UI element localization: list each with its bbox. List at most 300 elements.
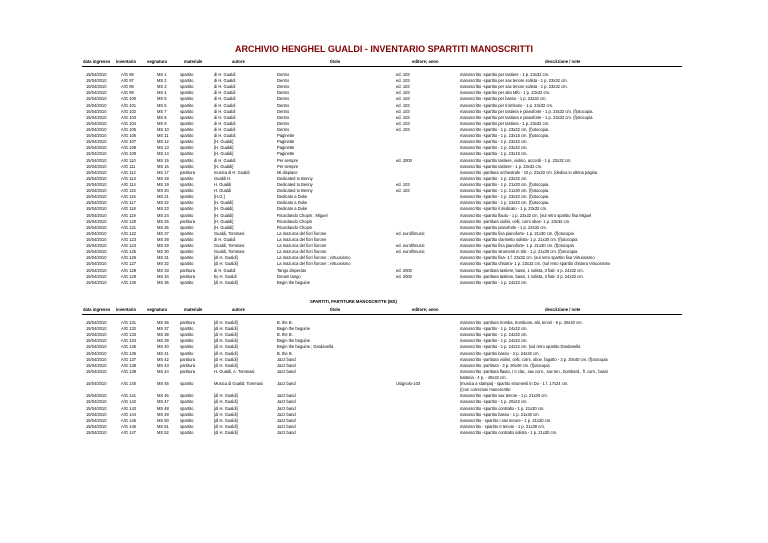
cell-editore: ed. eurofilmusic [396, 249, 425, 255]
cell-materiale: spartito [180, 78, 194, 84]
cell-materiale: spartito [180, 344, 194, 350]
cell-autore: Gualdi, Tommasi [214, 243, 245, 249]
cell-descrizione: manoscritto -spartito - 1 p. 24x32 cm. [460, 338, 528, 344]
cell-descrizione: manoscritto -spartito - 1 p. 23x32 cm. [460, 145, 528, 151]
cell-descrizione: manoscritto -spartito basso - 1 p. 21x30 cm. [460, 411, 540, 417]
header-inventario-2: inventario [116, 307, 137, 312]
cell-segnatura: MS 3 [157, 84, 167, 90]
cell-descrizione: manoscritto -spartito fisa- 1 f. 23x32 cm. (sul retro spartito fisa Virtuosismo [460, 255, 595, 261]
cell-data-ingresso: 15/04/2010 [86, 200, 107, 206]
cell-editore: ed. 103 [396, 114, 410, 120]
cell-inventario: A/G 146 [121, 423, 137, 429]
cell-inventario: A/G 135 [121, 344, 137, 350]
cell-materiale: spartito [180, 393, 194, 399]
cell-segnatura: MS 37 [157, 326, 169, 332]
cell-titolo: La mazurca del fiori fiorone ; virtuosismo [277, 261, 351, 267]
cell-data-ingresso: 15/04/2010 [86, 429, 107, 435]
cell-materiale: partitura [180, 169, 196, 175]
cell-segnatura: MS 49 [157, 411, 169, 417]
header-row-1 [0, 58, 768, 66]
cell-data-ingresso: 15/04/2010 [86, 326, 107, 332]
cell-data-ingresso: 15/04/2010 [86, 368, 107, 374]
cell-descrizione: manoscritto -spartito per tastiere - 1 p. 23x32 cm. [460, 72, 550, 77]
cell-inventario: A/G 139 [121, 368, 137, 374]
cell-inventario: A/G 127 [121, 261, 137, 267]
cell-inventario: A/G 119 [121, 212, 136, 218]
cell-segnatura: MS 48 [157, 405, 169, 411]
cell-data-ingresso: 15/04/2010 [86, 249, 107, 255]
cell-segnatura: MS 44 [157, 368, 169, 374]
cell-inventario: A/G 102 [121, 108, 137, 114]
cell-materiale: spartito [180, 429, 194, 435]
cell-descrizione: manoscritto -spartito contralto - 1 p. 21x30 cm. [460, 405, 545, 411]
cell-titolo: Begin the beguine [277, 279, 311, 285]
cell-materiale: spartito [180, 423, 194, 429]
cell-data-ingresso: 15/04/2010 [86, 356, 107, 362]
cell-descrizione: manoscritto -partitura tromba, trombone, alti, tenori - 5 p. 30x40 cm. [460, 320, 583, 325]
cell-inventario: A/G 145 [121, 417, 137, 423]
cell-titolo: Begin the beguine [277, 338, 311, 344]
cell-inventario: A/G 120 [121, 218, 137, 224]
cell-titolo: B. the B. [277, 320, 293, 325]
cell-inventario: A/G 113 [121, 175, 136, 181]
cell-materiale: spartito [180, 120, 194, 126]
cell-autore: [H. Gualdi] [214, 206, 234, 212]
cell-segnatura: MS 29 [157, 243, 169, 249]
cell-descrizione: batteria - 4 p. - 40x32 cm. [460, 374, 507, 380]
cell-descrizione: manoscritto -spartito contralto solista - 1 p. 21x30 cm. [460, 429, 558, 435]
cell-autore: [di H. Gualdi] [214, 261, 238, 267]
cell-editore: ed. 103 [396, 72, 410, 77]
cell-materiale: spartito [180, 96, 194, 102]
cell-materiale: spartito [180, 350, 194, 356]
cell-autore: [di H. Gualdi] [214, 350, 238, 356]
cell-inventario: A/G 118 [121, 206, 136, 212]
cell-titolo: B. the B. [277, 350, 293, 356]
cell-autore: [di H. Gualdi] [214, 362, 238, 368]
cell-segnatura: MS 28 [157, 236, 169, 242]
cell-titolo: Tango disperato [277, 267, 307, 273]
cell-titolo: Jazz band [277, 356, 296, 362]
cell-titolo: Dedicated to Benny [277, 188, 313, 194]
cell-autore: di H. Gualdi [214, 78, 236, 84]
cell-titolo: Jazz band [277, 423, 296, 429]
cell-data-ingresso: 15/04/2010 [86, 273, 107, 279]
cell-data-ingresso: 15/04/2010 [86, 206, 107, 212]
cell-descrizione: manoscritto -spartito - 1 p. 21x30 cm. (f)otocopia. [460, 181, 550, 187]
cell-editore: Usignolo-103 [396, 381, 421, 387]
cell-descrizione: manoscritto -spartito per trombone - 1 p. 23x32 cm. [460, 102, 554, 108]
cell-titolo: Dentro [277, 84, 290, 90]
cell-data-ingresso: 15/04/2010 [86, 126, 107, 132]
cell-data-ingresso: 15/04/2010 [86, 267, 107, 273]
cell-autore: [di H. Gualdi] [214, 405, 238, 411]
cell-segnatura: MS 11 [157, 133, 169, 139]
cell-materiale: spartito [180, 175, 194, 181]
cell-autore: [di H. Gualdi] [214, 423, 238, 429]
cell-inventario: A/G 129 [121, 273, 137, 279]
cell-segnatura: MS 5 [157, 96, 167, 102]
cell-data-ingresso: 15/04/2010 [86, 157, 107, 163]
cell-materiale: spartito [180, 261, 194, 267]
cell-descrizione: manoscritto -partitura violini, celli, corni oboe- 1 p. 23x32 cm. [460, 218, 571, 224]
cell-materiale: spartito [180, 279, 194, 285]
cell-titolo: La mazurca del fiori fiorone [277, 249, 327, 255]
cell-descrizione: manoscritto -spartito - 1 p. 23x32 cm. (f)otocopia. [460, 200, 550, 206]
cell-titolo: Jazz band [277, 429, 296, 435]
cell-data-ingresso: 15/04/2010 [86, 261, 107, 267]
cell-inventario: A/G 97 [121, 78, 134, 84]
cell-autore: musica di H. Gualdi [214, 169, 250, 175]
cell-inventario: A/G 101 [121, 102, 137, 108]
cell-inventario: A/G 122 [121, 230, 137, 236]
cell-inventario: A/G 112 [121, 169, 136, 175]
cell-titolo: La mazurca del fiori fiorone [277, 230, 327, 236]
cell-autore: di H. Gualdi [214, 84, 236, 90]
cell-segnatura: MS 45 [157, 381, 169, 387]
cell-descrizione: manoscritto -spartito - 1 p. 23x15 cm. (f)otocopia. [460, 133, 550, 139]
cell-inventario: A/G 111 [121, 163, 136, 169]
cell-segnatura: MS 9 [157, 120, 167, 126]
cell-titolo: Dedicato a Duke [277, 194, 308, 200]
cell-autore: di H. Gualdi [214, 157, 236, 163]
header-descrizione: descrizione / note [545, 59, 581, 64]
cell-editore: ed. eurofilmusic [396, 230, 425, 236]
cell-segnatura: MS 16 [157, 163, 169, 169]
cell-inventario: A/G 140 [121, 381, 137, 387]
cell-autore: di H. Gualdi [214, 126, 236, 132]
cell-descrizione: manoscritto -spartito - 1 p. 23x32 cm. (f)otocopia. [460, 194, 550, 200]
cell-titolo: Paginette [277, 145, 295, 151]
cell-segnatura: MS 18 [157, 175, 169, 181]
cell-materiale: spartito [180, 108, 194, 114]
cell-segnatura: MS 1 [157, 72, 167, 77]
header-editore-2: editore; anno [412, 307, 439, 312]
cell-inventario: A/G 103 [121, 114, 137, 120]
cell-data-ingresso: 15/04/2010 [86, 163, 107, 169]
cell-autore: [di H. Gualdi] [214, 356, 238, 362]
cell-inventario: A/G 96 [121, 72, 134, 77]
cell-descrizione: manoscritto -spartito - 1 p. 24x32 cm. [460, 326, 528, 332]
cell-materiale: spartito [180, 90, 194, 96]
cell-descrizione: manoscritto -partitura violini, celli, corni, oboe, fagotto - 3 p. 30x40 cm. (f)otocopia [460, 356, 608, 362]
cell-segnatura: MS 14 [157, 151, 169, 157]
cell-segnatura: MS 21 [157, 194, 169, 200]
table-section-1 [0, 72, 768, 286]
header-row-2b [0, 306, 768, 314]
cell-data-ingresso: 15/04/2010 [86, 181, 107, 187]
cell-descrizione: manoscritto -spartito fisa pianoforte- 1 p. 21x30 cm. (f)otocopia [460, 243, 574, 249]
cell-autore: di H. Gualdi [214, 108, 236, 114]
cell-segnatura: MS 22 [157, 200, 169, 206]
cell-segnatura: MS 26 [157, 224, 169, 230]
cell-titolo: Begin the beguine [277, 326, 311, 332]
cell-materiale: spartito [180, 332, 194, 338]
cell-segnatura: MS 50 [157, 417, 169, 423]
cell-data-ingresso: 15/04/2010 [86, 332, 107, 338]
cell-titolo: Dedicated to Benny [277, 181, 313, 187]
cell-inventario: A/G 147 [121, 429, 137, 435]
cell-titolo: Ricordando Chopin [277, 224, 313, 230]
cell-inventario: A/G 106 [121, 133, 137, 139]
cell-data-ingresso: 15/04/2010 [86, 90, 107, 96]
cell-materiale: spartito [180, 200, 194, 206]
cell-materiale: partitura [180, 273, 196, 279]
cell-data-ingresso: 15/04/2010 [86, 411, 107, 417]
header-data-ingresso: data ingresso [83, 59, 111, 64]
cell-descrizione: manoscritto -spartito chitarra- 1 p. 23x32 cm. (sul retro spartito chitarra Virtuosismo [460, 261, 611, 267]
header-titolo-2: titolo [330, 307, 341, 312]
header-materiale: materiale [184, 59, 203, 64]
cell-data-ingresso: 15/04/2010 [86, 350, 107, 356]
cell-materiale: spartito [180, 151, 194, 157]
cell-inventario: A/G 125 [121, 249, 137, 255]
cell-data-ingresso: 15/04/2010 [86, 120, 107, 126]
cell-segnatura: MS 12 [157, 139, 169, 145]
cell-data-ingresso: 15/04/2010 [86, 96, 107, 102]
cell-data-ingresso: 15/04/2010 [86, 139, 107, 145]
cell-materiale: partitura [180, 362, 196, 368]
cell-autore: [H.G.] [214, 194, 225, 200]
cell-inventario: A/G 130 [121, 279, 137, 285]
cell-data-ingresso: 15/04/2010 [86, 78, 107, 84]
page-title: ARCHIVIO HENGHEL GUALDI - INVENTARIO SPARTITI MANOSCRITTI [234, 44, 533, 54]
cell-data-ingresso: 15/04/2010 [86, 175, 107, 181]
cell-segnatura: MS 41 [157, 350, 169, 356]
cell-data-ingresso: 15/04/2010 [86, 102, 107, 108]
cell-titolo: Dentro [277, 72, 290, 77]
cell-data-ingresso: 15/04/2010 [86, 344, 107, 350]
cell-materiale: spartito [180, 212, 194, 218]
cell-titolo: Per sempre [277, 163, 299, 169]
cell-materiale: spartito [180, 181, 194, 187]
cell-descrizione: manoscritto -spartito - 1 p. 24x32 cm. [460, 279, 528, 285]
cell-segnatura: MS 20 [157, 188, 169, 194]
cell-descrizione: manoscritto -spartito - 1 p. 23x32 cm. [460, 139, 528, 145]
cell-inventario: A/G 131 [121, 320, 137, 325]
cell-titolo: Dedicato a Duke [277, 206, 308, 212]
cell-titolo: Paginette [277, 139, 295, 145]
cell-descrizione: manoscritto -spartito per basso - 1 p. 23x32 cm. [460, 96, 547, 102]
cell-autore: [H. Gualdi] [214, 163, 234, 169]
cell-editore: ed. 103 [396, 126, 410, 132]
cell-autore: [di H. Gualdi] [214, 326, 238, 332]
cell-data-ingresso: 15/04/2010 [86, 133, 107, 139]
header-data-ingresso-2: data ingresso [83, 307, 111, 312]
cell-materiale: spartito [180, 133, 194, 139]
cell-titolo: Jazz band [277, 362, 296, 368]
cell-descrizione: manoscritto - spartito I sax tenore - 1 p. 21x30 cm. [460, 417, 552, 423]
cell-inventario: A/G 123 [121, 236, 137, 242]
cell-descrizione: manoscritto -partitura orchestrale - 10 p. 23x32 cm. (dedica in ultima pagina [460, 169, 598, 175]
cell-data-ingresso: 15/04/2010 [86, 255, 107, 261]
cell-autore: [H. Gualdi] [214, 139, 234, 145]
cell-inventario: A/G 126 [121, 255, 137, 261]
cell-segnatura: MS 42 [157, 356, 169, 362]
cell-materiale: spartito [180, 230, 194, 236]
cell-titolo: Begin the beguine ; Dardanella [277, 344, 334, 350]
cell-data-ingresso: 15/04/2010 [86, 72, 107, 77]
cell-segnatura: MS 46 [157, 393, 169, 399]
cell-data-ingresso: 15/04/2010 [86, 145, 107, 151]
cell-data-ingresso: 15/04/2010 [86, 417, 107, 423]
cell-editore: ed. 103 [396, 120, 410, 126]
cell-materiale: spartito [180, 84, 194, 90]
header-editore: editore; anno [412, 59, 439, 64]
cell-inventario: A/G 143 [121, 405, 137, 411]
header-segnatura: segnatura [147, 59, 168, 64]
cell-segnatura: MS 51 [157, 423, 169, 429]
cell-data-ingresso: 15/04/2010 [86, 218, 107, 224]
cell-descrizione: manoscritto -spartito pianoforte - 1 p. 23x32 cm. [460, 224, 547, 230]
cell-data-ingresso: 15/04/2010 [86, 381, 107, 387]
cell-segnatura: MS 30 [157, 249, 169, 255]
cell-editore: ed. 2000 [396, 157, 412, 163]
header-autore: autore [232, 59, 245, 64]
cell-editore: ed. 103 [396, 181, 410, 187]
cell-descrizione: manoscritto -spartito sax tenore - 1 p. 21x30 cm. [460, 393, 548, 399]
cell-descrizione: manoscritto -partitura tastiere, bassi, 1 solista, 3 fiati- 4 p. 24x32 cm. [460, 267, 584, 273]
cell-data-ingresso: 15/04/2010 [86, 320, 107, 325]
header-inventario: inventario [116, 59, 137, 64]
cell-editore: ed. 103 [396, 90, 410, 96]
cell-materiale: spartito [180, 188, 194, 194]
cell-segnatura: MS 6 [157, 102, 167, 108]
cell-materiale: partitura [180, 267, 196, 273]
cell-descrizione: ((con correzioni manoscritte [460, 387, 511, 393]
cell-materiale: spartito [180, 326, 194, 332]
cell-titolo: La mazurca del fiori fiorone [277, 236, 327, 242]
cell-autore: Gualdi H. [214, 175, 232, 181]
cell-materiale: spartito [180, 236, 194, 242]
cell-descrizione: manoscritto -partitura tastiere, bassi, 1 solista, 3 fiati- 3 p. 24x32 cm. [460, 273, 584, 279]
cell-inventario: A/G 110 [121, 157, 136, 163]
header-descrizione-2: descrizione / note [545, 307, 581, 312]
cell-materiale: spartito [180, 243, 194, 249]
cell-inventario: A/G 115 [121, 188, 136, 194]
cell-segnatura: MS 10 [157, 126, 169, 132]
cell-titolo: Dentro [277, 90, 290, 96]
cell-autore: [di H. Gualdi] [214, 393, 238, 399]
cell-data-ingresso: 15/04/2010 [86, 423, 107, 429]
cell-autore: [di H. Gualdi] [214, 417, 238, 423]
cell-inventario: A/G 104 [121, 120, 137, 126]
cell-materiale: spartito [180, 405, 194, 411]
cell-titolo: Jazz band [277, 381, 296, 387]
cell-editore: ed. 103 [396, 78, 410, 84]
cell-editore: ed. 103 [396, 96, 410, 102]
cell-segnatura: MS 31 [157, 255, 169, 261]
cell-descrizione: manoscritto -spartito per alto Mib - 1 p. 23x32 cm. [460, 90, 551, 96]
cell-titolo: Ricordando Chopin [277, 218, 313, 224]
cell-materiale: spartito [180, 417, 194, 423]
cell-descrizione: manoscritto -spartito clarinetto solista- 1 p. 21x30 cm. (f)otocopia [460, 236, 578, 242]
cell-descrizione: manoscritto -spartito - 1 p. 23x15 cm. [460, 151, 528, 157]
cell-materiale: partitura [180, 356, 196, 362]
cell-editore: ed. 103 [396, 188, 410, 194]
cell-materiale: spartito [180, 139, 194, 145]
cell-descrizione: manoscritto -spartito per sax tenore solista - 1 p. 23x32 cm. [460, 78, 568, 84]
cell-segnatura: MS 2 [157, 78, 167, 84]
cell-materiale: spartito [180, 399, 194, 405]
cell-autore: [H. Gualdi] [214, 145, 234, 151]
cell-inventario: A/G 132 [121, 326, 137, 332]
cell-autore: [di H. Gualdi] [214, 255, 238, 261]
cell-segnatura: MS 39 [157, 338, 169, 344]
cell-materiale: spartito [180, 126, 194, 132]
cell-data-ingresso: 15/04/2010 [86, 243, 107, 249]
table-row [0, 430, 768, 436]
section2-title: SPARTITI, PARTITURE MANOSCRITTE (MS) [310, 299, 397, 304]
cell-autore: di H. Gualdi [214, 114, 236, 120]
cell-inventario: A/G 98 [121, 84, 134, 90]
cell-autore: [di H. Gualdi] [214, 344, 238, 350]
cell-editore: ed. 2000 [396, 267, 412, 273]
cell-segnatura: MS 19 [157, 181, 169, 187]
cell-autore: H. Gualdi [214, 188, 232, 194]
cell-descrizione: manoscritto -spartito - 1 p. 20x22 cm. [460, 399, 528, 405]
cell-materiale: spartito [180, 411, 194, 417]
cell-titolo: Per sempre [277, 157, 299, 163]
cell-materiale: spartito [180, 194, 194, 200]
cell-materiale: partitura [180, 320, 196, 325]
cell-inventario: A/G 116 [121, 194, 136, 200]
cell-autore: di H. Gualdi [214, 90, 236, 96]
cell-descrizione: manoscritto -spartito per sax tenore solista - 1 p. 23x32 cm. [460, 84, 568, 90]
cell-autore: [H. Gualdi] [214, 224, 234, 230]
cell-autore: di H. Gualdi [214, 267, 236, 273]
cell-segnatura: MS 34 [157, 273, 169, 279]
header-divider-2 [82, 314, 682, 315]
cell-data-ingresso: 15/04/2010 [86, 224, 107, 230]
cell-materiale: spartito [180, 249, 194, 255]
cell-data-ingresso: 15/04/2010 [86, 399, 107, 405]
cell-segnatura: MS 38 [157, 332, 169, 338]
cell-editore: ed. 103 [396, 108, 410, 114]
cell-autore: [H. Gualdi] [214, 151, 234, 157]
cell-segnatura: MS 36 [157, 320, 169, 325]
header-divider-1 [82, 66, 682, 67]
cell-titolo: Dentro [277, 78, 290, 84]
cell-descrizione: manoscritto -spartito - 1 p. 24x22 cm. (sul retro spartito Dardanella [460, 344, 581, 350]
cell-descrizione: manoscritto -spartito per tastiera e pianoforte - 1 p. 23x32 cm. (f)otocopia. [460, 114, 594, 120]
cell-materiale: spartito [180, 224, 194, 230]
cell-segnatura: MS 27 [157, 230, 169, 236]
cell-inventario: A/G 109 [121, 151, 137, 157]
cell-titolo: La mazurca del fiori fiorone ; virtuosismo [277, 255, 351, 261]
cell-segnatura: MS 47 [157, 399, 169, 405]
cell-titolo: Dentro [277, 96, 290, 102]
cell-titolo: Mi dispiace [277, 169, 298, 175]
cell-autore: [H. Gualdi] [214, 212, 234, 218]
cell-titolo: Jazz band [277, 399, 296, 405]
cell-descrizione: manoscritto -spartito - 1 p. 24x32 cm. [460, 332, 528, 338]
cell-segnatura: MS 23 [157, 206, 169, 212]
cell-descrizione: manoscritto -spartito basso - 2 p. 24x32 cm. [460, 350, 540, 356]
cell-autore: di H. Gualdi [214, 96, 236, 102]
cell-data-ingresso: 15/04/2010 [86, 362, 107, 368]
cell-autore: by H. Gualdi [214, 273, 237, 279]
cell-materiale: spartito [180, 102, 194, 108]
cell-segnatura: MS 35 [157, 279, 169, 285]
cell-segnatura: MS 40 [157, 344, 169, 350]
cell-descrizione: manoscritto -spartito per tastiera e pianoforte - 1 p. 23x32 cm. (f)otocopia. [460, 108, 594, 114]
cell-descrizione: manoscritto -spartito - 1 p. 21x30 cm. (f)otocopia. [460, 188, 550, 194]
cell-autore: [di H. Gualdi] [214, 399, 238, 405]
cell-segnatura: MS 8 [157, 114, 167, 120]
header-titolo: titolo [330, 59, 341, 64]
cell-data-ingresso: 15/04/2010 [86, 236, 107, 242]
